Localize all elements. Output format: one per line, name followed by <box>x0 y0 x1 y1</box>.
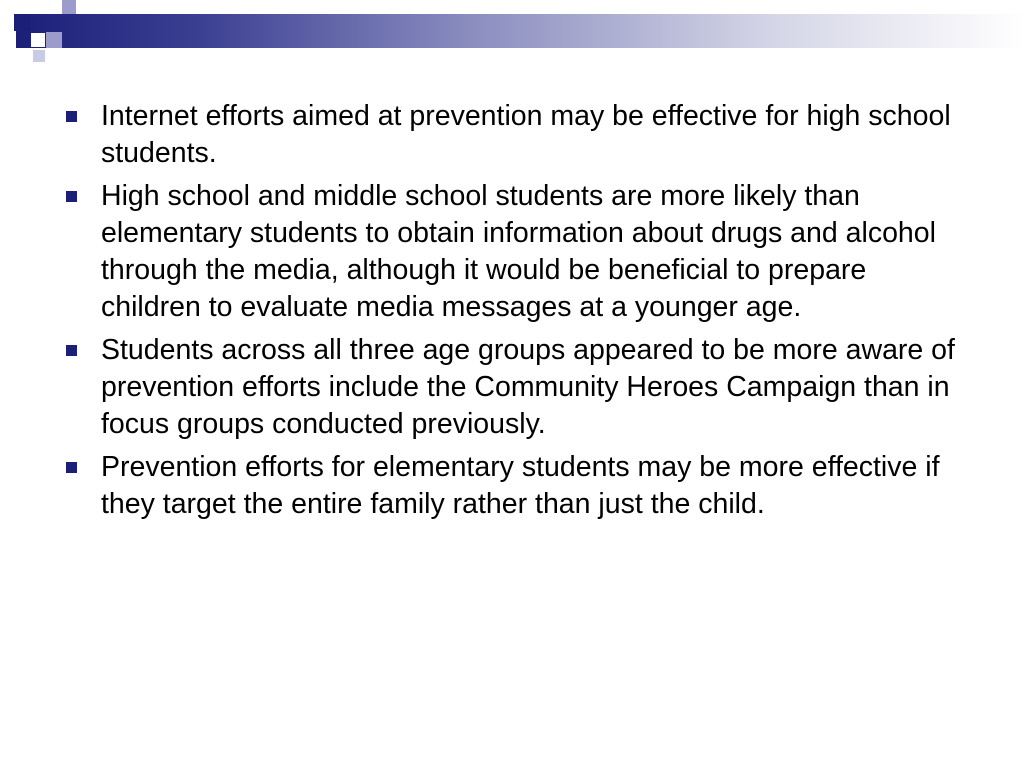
deco-square-mid <box>46 32 62 48</box>
header-decoration <box>0 0 1024 70</box>
square-bullet-icon <box>66 111 77 122</box>
square-bullet-icon <box>66 191 77 202</box>
bullet-text: Students across all three age groups appeared to be more aware of prevention efforts include the Community Heroes Campaign than in focus groups conducted previously. <box>101 334 955 440</box>
bullet-item <box>60 178 960 326</box>
bullet-item <box>60 332 960 443</box>
bullet-text: Prevention efforts for elementary students may be more effective if they target the entire family rather than just the child. <box>101 451 940 520</box>
deco-square-light <box>33 50 45 62</box>
bullet-text: Internet efforts aimed at prevention may be effective for high school students. <box>101 100 951 169</box>
bullet-list <box>60 98 960 529</box>
bullet-item <box>60 449 960 523</box>
bullet-text: High school and middle school students are more likely than elementary students to obtain information about drugs and alcohol through the media, although it would be beneficial to prepare children to evaluate media messages at a younger age. <box>101 180 936 323</box>
deco-square-dark <box>14 14 31 31</box>
bullet-item <box>60 98 960 172</box>
square-bullet-icon <box>66 345 77 356</box>
square-bullet-icon <box>66 462 77 473</box>
header-gradient-bar <box>16 14 1024 48</box>
deco-square-small <box>62 0 76 14</box>
deco-square-white-2 <box>31 33 45 47</box>
deco-square-white <box>33 0 45 12</box>
